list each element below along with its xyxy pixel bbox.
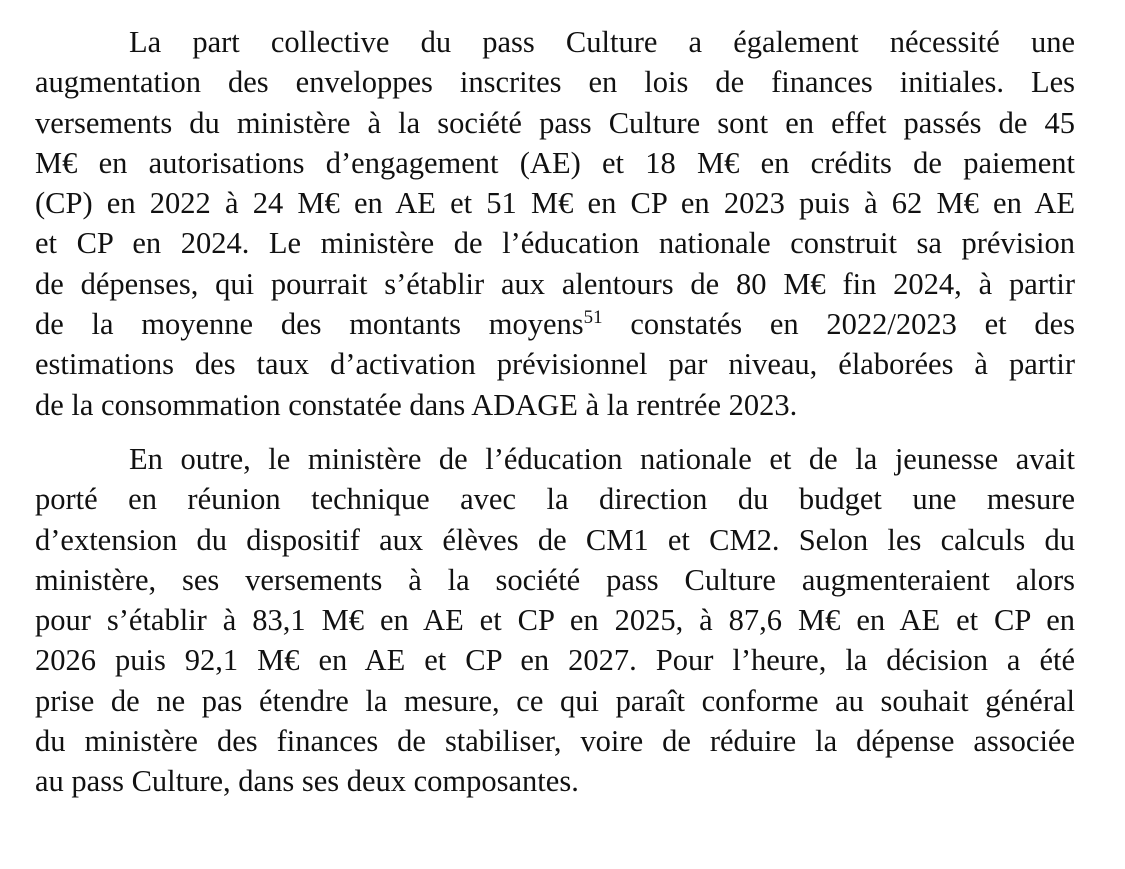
text-line: porté en réunion technique avec la direction du budget une mesure	[35, 482, 1075, 517]
text-line: augmentation des enveloppes inscrites en lois de finances initiales. Les	[35, 65, 1075, 100]
text-line: de la consommation constatée dans ADAGE à la rentrée 2023.	[35, 387, 798, 422]
text-line: au pass Culture, dans ses deux composantes.	[35, 764, 579, 799]
text-line: prise de ne pas étendre la mesure, ce qui paraît conforme au souhait général	[35, 683, 1075, 718]
text-line: et CP en 2024. Le ministère de l’éducation nationale construit sa prévision	[35, 226, 1075, 261]
text-line: pour s’établir à 83,1 M€ en AE et CP en 2025, à 87,6 M€ en AE et CP en	[35, 603, 1075, 638]
footnote-reference[interactable]: 51	[583, 306, 603, 328]
text-fragment: de la moyenne des montants moyens	[35, 307, 584, 342]
text-line: M€ en autorisations d’engagement (AE) et 18 M€ en crédits de paiement	[35, 145, 1075, 180]
text-line: de dépenses, qui pourrait s’établir aux alentours de 80 M€ fin 2024, à partir	[35, 266, 1075, 301]
text-line-with-footnote	[35, 304, 1075, 344]
text-fragment: constatés en 2022/2023 et des	[602, 307, 1075, 342]
paragraph-1	[35, 22, 1075, 425]
document-page	[35, 22, 1075, 802]
text-line: La part collective du pass Culture a également nécessité une	[129, 25, 1075, 59]
text-line: d’extension du dispositif aux élèves de CM1 et CM2. Selon les calculs du	[35, 522, 1075, 557]
text-line: 2026 puis 92,1 M€ en AE et CP en 2027. Pour l’heure, la décision a été	[35, 643, 1075, 678]
text-line: ministère, ses versements à la société pass Culture augmenteraient alors	[35, 562, 1075, 597]
text-line: versements du ministère à la société pass Culture sont en effet passés de 45	[35, 105, 1075, 140]
text-line: En outre, le ministère de l’éducation nationale et de la jeunesse avait	[129, 441, 1075, 476]
text-line: du ministère des finances de stabiliser, voire de réduire la dépense associée	[35, 724, 1075, 759]
paragraph-2	[35, 439, 1075, 802]
text-line: (CP) en 2022 à 24 M€ en AE et 51 M€ en CP en 2023 puis à 62 M€ en AE	[35, 186, 1075, 221]
text-line: estimations des taux d’activation prévisionnel par niveau, élaborées à partir	[35, 347, 1075, 382]
